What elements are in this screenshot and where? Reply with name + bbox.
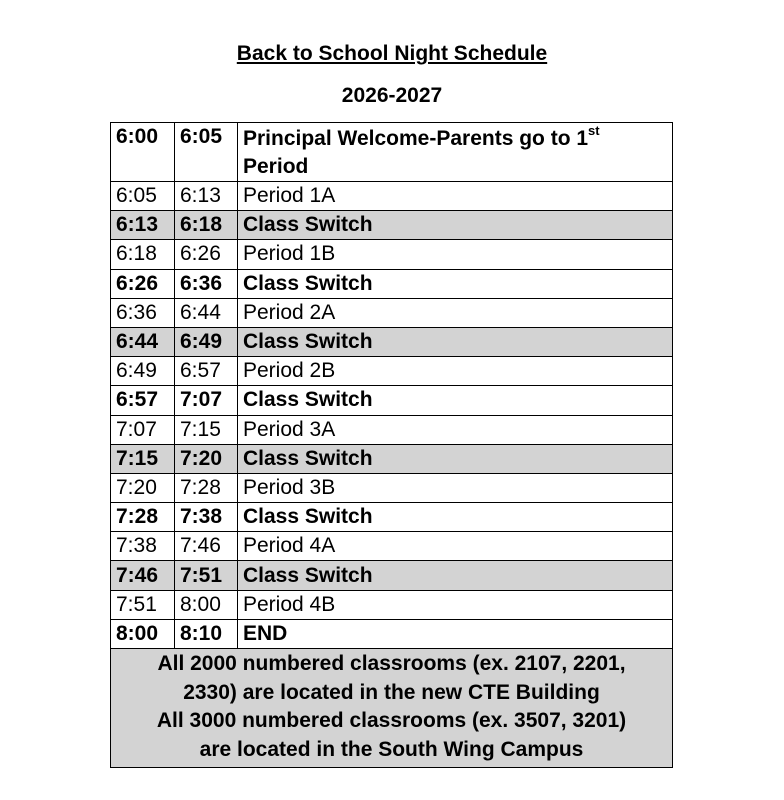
start-time: 7:07 — [111, 415, 175, 444]
event-cell: Period 3B — [238, 473, 673, 502]
end-time: 6:49 — [175, 327, 238, 356]
event-cell: Period 4A — [238, 532, 673, 561]
page-title: Back to School Night Schedule — [236, 42, 548, 65]
event-cell: Class Switch — [238, 327, 673, 356]
end-time: 7:15 — [175, 415, 238, 444]
schedule-table — [110, 122, 673, 768]
start-time: 6:57 — [111, 386, 175, 415]
event-cell: Period 2B — [238, 357, 673, 386]
start-time: 6:49 — [111, 357, 175, 386]
ordinal-suffix: st — [588, 123, 600, 138]
event-cell: Period 3A — [238, 415, 673, 444]
note-line: are located in the South Wing Campus — [199, 737, 584, 761]
end-time: 6:57 — [175, 357, 238, 386]
event-label-line2: Period — [243, 155, 309, 178]
start-time: 8:00 — [111, 619, 175, 648]
table-row — [111, 590, 673, 619]
table-row — [111, 532, 673, 561]
table-row — [111, 357, 673, 386]
event-cell: Period 1A — [238, 182, 673, 211]
start-time: 6:26 — [111, 269, 175, 298]
school-year: 2026-2027 — [341, 84, 443, 107]
table-row — [111, 561, 673, 590]
schedule-body — [111, 123, 673, 768]
classroom-location-note — [111, 649, 673, 768]
start-time: 7:20 — [111, 473, 175, 502]
end-time: 6:26 — [175, 240, 238, 269]
end-time: 7:20 — [175, 444, 238, 473]
event-cell: END — [238, 619, 673, 648]
table-row — [111, 327, 673, 356]
end-time: 7:07 — [175, 386, 238, 415]
start-time: 6:13 — [111, 211, 175, 240]
start-time: 7:51 — [111, 590, 175, 619]
table-row — [111, 240, 673, 269]
start-time: 6:05 — [111, 182, 175, 211]
table-row — [111, 211, 673, 240]
end-time: 6:44 — [175, 298, 238, 327]
start-time: 6:18 — [111, 240, 175, 269]
table-row — [111, 386, 673, 415]
end-time: 6:18 — [175, 211, 238, 240]
start-time: 6:00 — [111, 123, 175, 182]
start-time: 7:28 — [111, 503, 175, 532]
end-time: 7:28 — [175, 473, 238, 502]
event-cell: Class Switch — [238, 211, 673, 240]
table-row — [111, 444, 673, 473]
table-row — [111, 298, 673, 327]
end-time: 6:36 — [175, 269, 238, 298]
end-time: 6:13 — [175, 182, 238, 211]
note-line: 2330) are located in the new CTE Building — [183, 680, 600, 704]
event-cell — [238, 123, 673, 182]
start-time: 7:38 — [111, 532, 175, 561]
start-time: 7:46 — [111, 561, 175, 590]
start-time: 6:44 — [111, 327, 175, 356]
event-cell: Class Switch — [238, 386, 673, 415]
event-cell: Period 1B — [238, 240, 673, 269]
end-time: 7:46 — [175, 532, 238, 561]
end-time: 7:38 — [175, 503, 238, 532]
table-row — [111, 415, 673, 444]
table-row — [111, 619, 673, 648]
event-label: Principal Welcome-Parents go to 1 — [243, 127, 589, 150]
event-cell: Class Switch — [238, 269, 673, 298]
table-row — [111, 123, 673, 182]
note-line: All 2000 numbered classrooms (ex. 2107, 2201, — [157, 652, 626, 675]
event-cell: Class Switch — [238, 503, 673, 532]
start-time: 7:15 — [111, 444, 175, 473]
note-line: All 3000 numbered classrooms (ex. 3507, 3201) — [156, 709, 627, 732]
table-row — [111, 182, 673, 211]
end-time: 8:10 — [175, 619, 238, 648]
event-cell: Period 2A — [238, 298, 673, 327]
event-cell: Period 4B — [238, 590, 673, 619]
table-row — [111, 473, 673, 502]
note-row — [111, 649, 673, 768]
event-cell: Class Switch — [238, 561, 673, 590]
end-time: 8:00 — [175, 590, 238, 619]
table-row — [111, 269, 673, 298]
end-time: 7:51 — [175, 561, 238, 590]
start-time: 6:36 — [111, 298, 175, 327]
table-row — [111, 503, 673, 532]
end-time: 6:05 — [175, 123, 238, 182]
event-cell: Class Switch — [238, 444, 673, 473]
